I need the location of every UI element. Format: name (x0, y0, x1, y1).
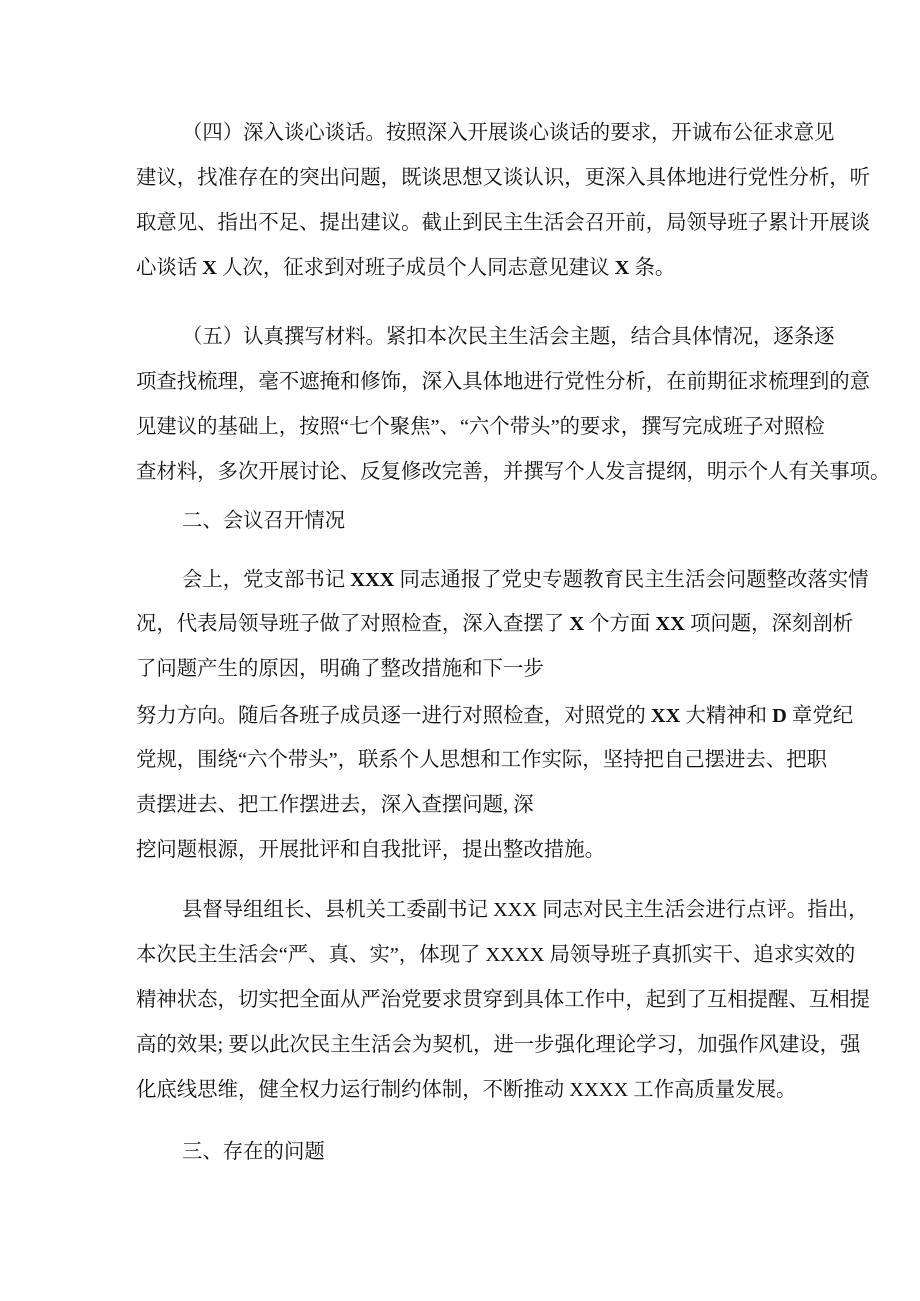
text-segment: 人次，征求到对班子成员个人同志意见建议 (217, 257, 615, 279)
paragraph-line (136, 986, 871, 1014)
paragraph-line (136, 209, 871, 237)
text-segment: 努力方向。随后各班子成员逐一进行对照检查，对照党的 (136, 705, 651, 727)
text-segment: 取意见、指出不足、提出建议。截止到民主生活会召开前，局领导班子累计开展谈 (136, 212, 871, 234)
section-heading-line (182, 507, 788, 535)
paragraph-line (136, 791, 788, 819)
text-segment: 条。 (629, 257, 676, 279)
text-segment: 见建议的基础上，按照“七个聚焦”、“六个带头”的要求，撰写完成班子对照检 (136, 416, 825, 438)
text-segment: （五）认真撰写材料。紧扣本次民主生活会主题，结合具体情况，逐条逐 (182, 326, 835, 348)
paragraph-line (182, 896, 869, 924)
text-segment: 了问题产生的原因，明确了整改措施和下一步 (136, 658, 544, 680)
paragraph-line (136, 836, 788, 864)
text-segment: 高的效果; 要以此次民主生活会为契机，进一步强化理论学习，加强作风建设，强 (136, 1034, 861, 1056)
text-segment: 同志通报了党史专题教育民主生活会问题整改落实情 (394, 569, 869, 591)
paragraph-line (136, 702, 854, 730)
text-segment: 党规，围绕“六个带头”，联系个人思想和工作实际，坚持把自己摆进去、把职 (136, 749, 827, 771)
paragraph-line (182, 119, 835, 147)
text-segment: 章党纪 (786, 705, 854, 727)
paragraph-line (136, 610, 854, 638)
text-segment: 三、存在的问题 (182, 1141, 325, 1163)
placeholder-text: X (614, 257, 630, 279)
text-segment: 本次民主生活会“严、真、实”，体现了 XXXX 局领导班子真抓实干、追求实效的 (136, 944, 856, 966)
placeholder-text: D (772, 705, 787, 727)
paragraph-line (136, 254, 788, 282)
text-segment: 建议，找准存在的突出问题，既谈思想又谈认识，更深入具体地进行党性分析，听 (136, 167, 871, 189)
paragraph-line (136, 1031, 861, 1059)
text-segment: 大精神和 (680, 705, 773, 727)
text-segment: 责摆进去、把工作摆进去，深入查摆问题, 深 (136, 794, 534, 816)
text-segment: 项查找梳理，毫不遮掩和修饰，深入具体地进行党性分析，在前期征求梳理到的意 (136, 371, 871, 393)
paragraph-line (136, 458, 891, 486)
section-heading-line (182, 1138, 788, 1166)
paragraph-line (136, 164, 871, 192)
text-segment: 心谈话 (136, 257, 203, 279)
text-segment: 个方面 (584, 613, 656, 635)
text-segment: （四）深入谈心谈话。按照深入开展谈心谈话的要求，开诚布公征求意见 (182, 122, 835, 144)
text-segment: 二、会议召开情况 (182, 510, 346, 532)
paragraph-line (136, 413, 825, 441)
placeholder-text: XX (650, 705, 681, 727)
text-segment: 县督导组组长、县机关工委副书记 XXX 同志对民主生活会进行点评。指出， (182, 899, 869, 921)
paragraph-line (182, 323, 835, 351)
paragraph-line (136, 746, 827, 774)
placeholder-text: XX (655, 613, 685, 635)
paragraph-line (136, 941, 856, 969)
text-segment: 查材料，多次开展讨论、反复修改完善，并撰写个人发言提纲，明示个人有关事项。 (136, 461, 891, 483)
text-segment: 况，代表局领导班子做了对照检查，深入查摆了 (136, 613, 570, 635)
paragraph-line (136, 368, 871, 396)
text-segment: 会上，党支部书记 (182, 569, 351, 591)
text-segment: 挖问题根源，开展批评和自我批评，提出整改措施。 (136, 839, 605, 861)
paragraph-line (136, 1076, 797, 1104)
placeholder-text: X (569, 613, 585, 635)
placeholder-text: XXX (350, 569, 395, 591)
text-segment: 化底线思维，健全权力运行制约体制，不断推动 XXXX 工作高质量发展。 (136, 1079, 797, 1101)
placeholder-text: X (202, 257, 218, 279)
text-segment: 项问题，深刻剖析 (684, 613, 854, 635)
text-segment: 精神状态，切实把全面从严治党要求贯穿到具体工作中，起到了互相提醒、互相提 (136, 989, 871, 1011)
paragraph-line (136, 655, 788, 683)
paragraph-line (182, 566, 869, 594)
